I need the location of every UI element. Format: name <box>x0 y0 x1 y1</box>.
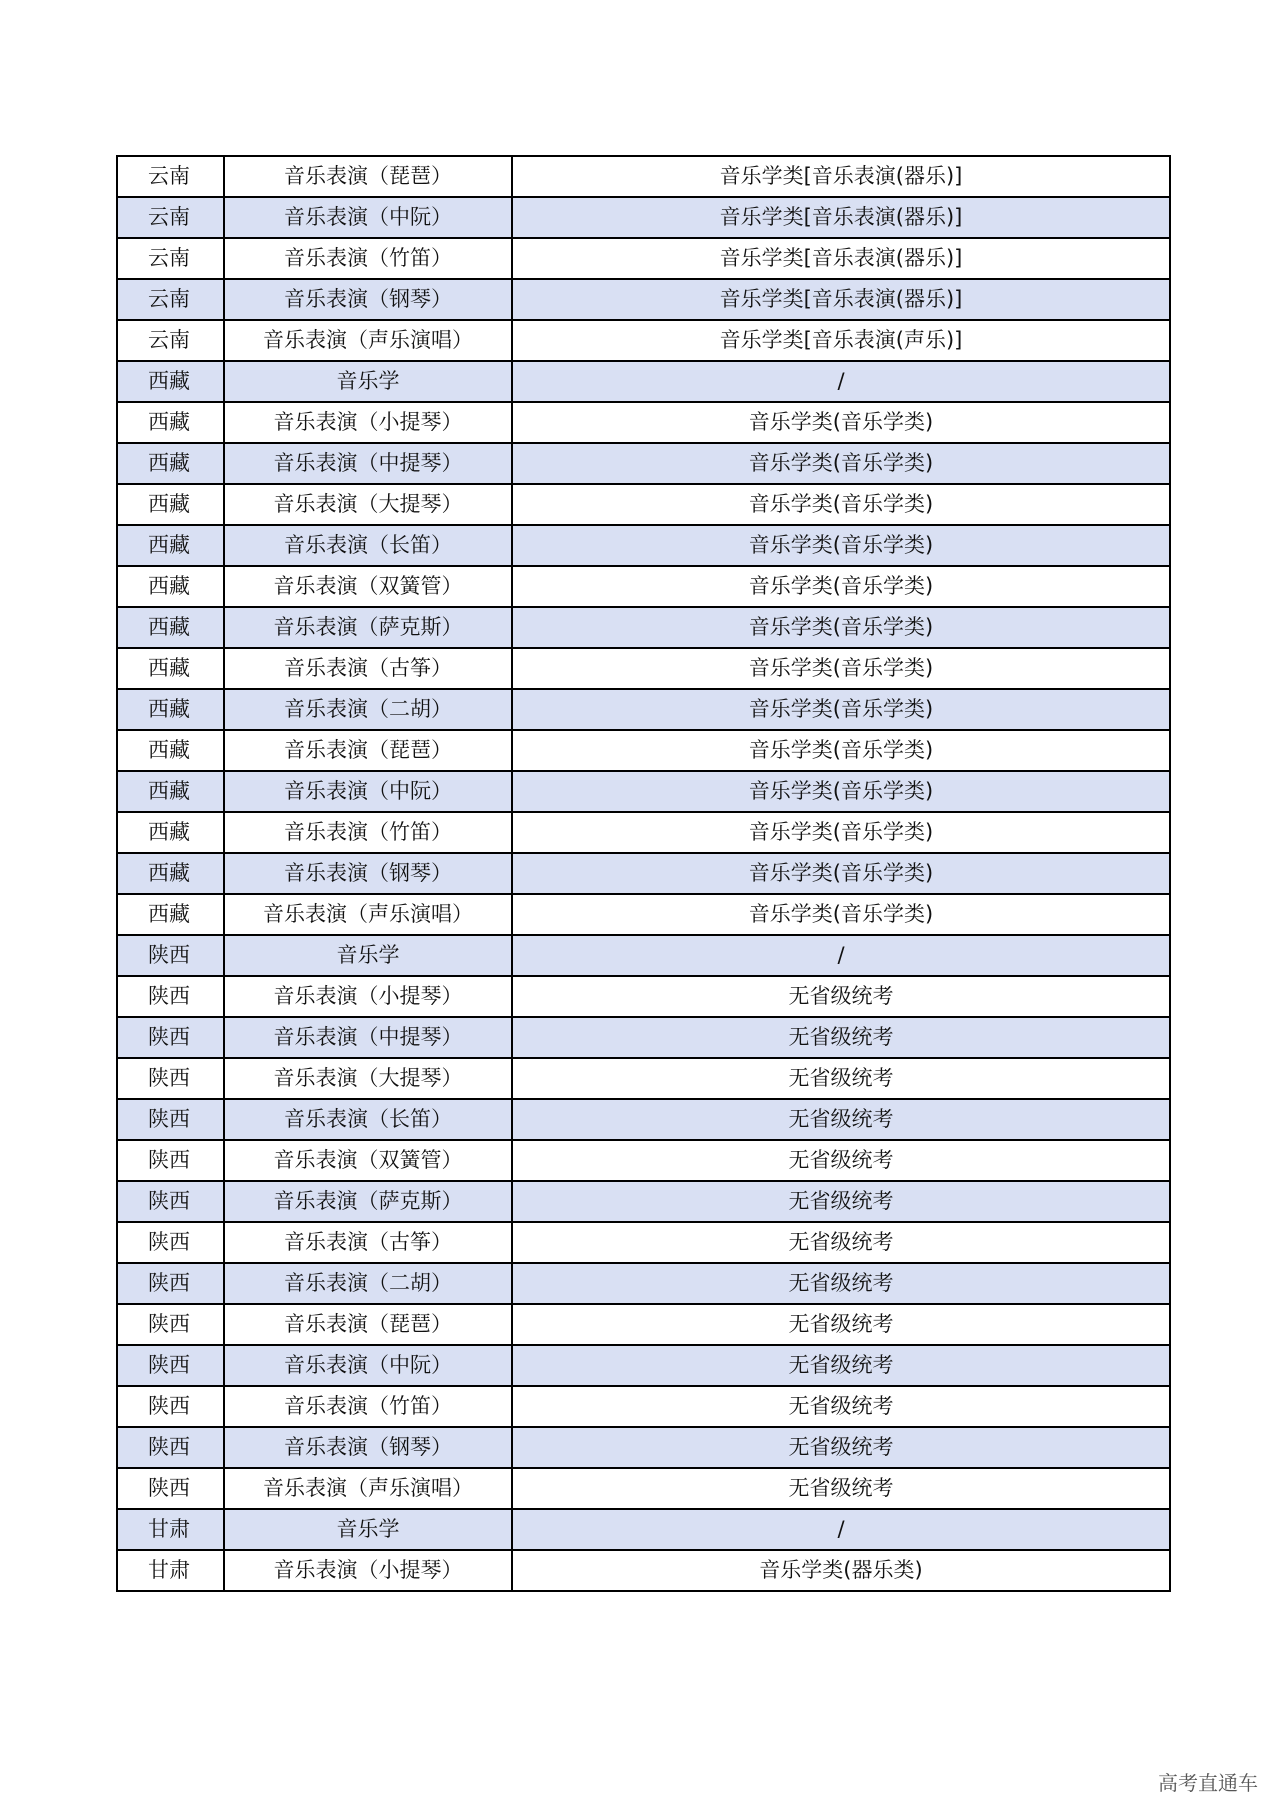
table-row <box>117 607 1170 648</box>
province-cell: 甘肃 <box>117 1509 224 1550</box>
table-row <box>117 402 1170 443</box>
province-cell: 西藏 <box>117 525 224 566</box>
category-cell: 无省级统考 <box>512 1017 1170 1058</box>
province-cell: 云南 <box>117 197 224 238</box>
major-cell: 音乐表演（钢琴） <box>224 853 512 894</box>
province-cell: 西藏 <box>117 812 224 853</box>
province-cell: 陕西 <box>117 1222 224 1263</box>
major-cell: 音乐表演（琵琶） <box>224 1304 512 1345</box>
province-cell: 西藏 <box>117 443 224 484</box>
province-cell: 陕西 <box>117 1181 224 1222</box>
category-cell: 音乐学类(音乐学类) <box>512 484 1170 525</box>
table-row <box>117 320 1170 361</box>
category-cell: 音乐学类[音乐表演(器乐)] <box>512 238 1170 279</box>
province-cell: 陕西 <box>117 1468 224 1509</box>
province-cell: 陕西 <box>117 1386 224 1427</box>
table-row <box>117 1222 1170 1263</box>
category-cell: 音乐学类(音乐学类) <box>512 443 1170 484</box>
table-row <box>117 689 1170 730</box>
table-row <box>117 648 1170 689</box>
category-cell: 无省级统考 <box>512 976 1170 1017</box>
province-cell: 陕西 <box>117 976 224 1017</box>
category-cell: 无省级统考 <box>512 1140 1170 1181</box>
table-row <box>117 894 1170 935</box>
table-row <box>117 1386 1170 1427</box>
province-cell: 陕西 <box>117 1427 224 1468</box>
province-cell: 陕西 <box>117 1099 224 1140</box>
major-cell: 音乐表演（小提琴） <box>224 976 512 1017</box>
province-cell: 陕西 <box>117 1345 224 1386</box>
category-cell: 无省级统考 <box>512 1222 1170 1263</box>
major-cell: 音乐表演（双簧管） <box>224 1140 512 1181</box>
table-row <box>117 279 1170 320</box>
province-cell: 陕西 <box>117 1304 224 1345</box>
province-cell: 西藏 <box>117 484 224 525</box>
province-cell: 西藏 <box>117 771 224 812</box>
category-cell: 音乐学类(音乐学类) <box>512 566 1170 607</box>
province-cell: 云南 <box>117 279 224 320</box>
table-row <box>117 771 1170 812</box>
major-cell: 音乐表演（二胡） <box>224 1263 512 1304</box>
province-cell: 陕西 <box>117 1140 224 1181</box>
major-cell: 音乐表演（长笛） <box>224 525 512 566</box>
province-cell: 西藏 <box>117 361 224 402</box>
province-cell: 陕西 <box>117 1058 224 1099</box>
major-cell: 音乐表演（竹笛） <box>224 812 512 853</box>
table-row <box>117 1058 1170 1099</box>
category-cell: 音乐学类(音乐学类) <box>512 894 1170 935</box>
table-row <box>117 238 1170 279</box>
major-cell: 音乐表演（古筝） <box>224 648 512 689</box>
major-cell: 音乐表演（双簧管） <box>224 566 512 607</box>
table-row <box>117 1304 1170 1345</box>
table-row <box>117 525 1170 566</box>
category-cell: 无省级统考 <box>512 1181 1170 1222</box>
major-cell: 音乐表演（二胡） <box>224 689 512 730</box>
major-cell: 音乐表演（大提琴） <box>224 1058 512 1099</box>
major-cell: 音乐表演（钢琴） <box>224 1427 512 1468</box>
category-cell: / <box>512 361 1170 402</box>
category-cell: 音乐学类(音乐学类) <box>512 689 1170 730</box>
score-table <box>116 155 1171 1592</box>
category-cell: 音乐学类[音乐表演(器乐)] <box>512 156 1170 197</box>
table-row <box>117 1099 1170 1140</box>
province-cell: 陕西 <box>117 1017 224 1058</box>
table-row <box>117 730 1170 771</box>
category-cell: 音乐学类(音乐学类) <box>512 648 1170 689</box>
category-cell: 无省级统考 <box>512 1386 1170 1427</box>
major-cell: 音乐表演（长笛） <box>224 1099 512 1140</box>
category-cell: 无省级统考 <box>512 1058 1170 1099</box>
category-cell: 音乐学类[音乐表演(器乐)] <box>512 279 1170 320</box>
category-cell: / <box>512 935 1170 976</box>
major-cell: 音乐表演（琵琶） <box>224 156 512 197</box>
category-cell: 无省级统考 <box>512 1468 1170 1509</box>
province-cell: 云南 <box>117 320 224 361</box>
province-cell: 西藏 <box>117 607 224 648</box>
major-cell: 音乐学 <box>224 1509 512 1550</box>
score-table-container <box>116 155 1169 1592</box>
category-cell: 无省级统考 <box>512 1427 1170 1468</box>
category-cell: / <box>512 1509 1170 1550</box>
category-cell: 音乐学类(音乐学类) <box>512 607 1170 648</box>
table-row <box>117 976 1170 1017</box>
category-cell: 无省级统考 <box>512 1345 1170 1386</box>
major-cell: 音乐学 <box>224 935 512 976</box>
major-cell: 音乐表演（声乐演唱） <box>224 1468 512 1509</box>
table-row <box>117 1509 1170 1550</box>
province-cell: 西藏 <box>117 730 224 771</box>
category-cell: 音乐学类(音乐学类) <box>512 402 1170 443</box>
table-row <box>117 1427 1170 1468</box>
major-cell: 音乐表演（琵琶） <box>224 730 512 771</box>
category-cell: 音乐学类(音乐学类) <box>512 730 1170 771</box>
table-row <box>117 1263 1170 1304</box>
province-cell: 西藏 <box>117 894 224 935</box>
province-cell: 西藏 <box>117 566 224 607</box>
major-cell: 音乐表演（钢琴） <box>224 279 512 320</box>
province-cell: 西藏 <box>117 853 224 894</box>
major-cell: 音乐表演（竹笛） <box>224 1386 512 1427</box>
major-cell: 音乐表演（中阮） <box>224 197 512 238</box>
province-cell: 西藏 <box>117 402 224 443</box>
province-cell: 陕西 <box>117 1263 224 1304</box>
major-cell: 音乐学 <box>224 361 512 402</box>
major-cell: 音乐表演（中阮） <box>224 771 512 812</box>
category-cell: 音乐学类(音乐学类) <box>512 525 1170 566</box>
table-row <box>117 1345 1170 1386</box>
province-cell: 甘肃 <box>117 1550 224 1591</box>
category-cell: 无省级统考 <box>512 1099 1170 1140</box>
major-cell: 音乐表演（声乐演唱） <box>224 894 512 935</box>
table-row <box>117 197 1170 238</box>
major-cell: 音乐表演（小提琴） <box>224 402 512 443</box>
major-cell: 音乐表演（声乐演唱） <box>224 320 512 361</box>
province-cell: 陕西 <box>117 935 224 976</box>
category-cell: 音乐学类(音乐学类) <box>512 771 1170 812</box>
table-row <box>117 1140 1170 1181</box>
major-cell: 音乐表演（中阮） <box>224 1345 512 1386</box>
table-row <box>117 443 1170 484</box>
category-cell: 无省级统考 <box>512 1304 1170 1345</box>
category-cell: 无省级统考 <box>512 1263 1170 1304</box>
category-cell: 音乐学类(音乐学类) <box>512 812 1170 853</box>
major-cell: 音乐表演（中提琴） <box>224 1017 512 1058</box>
category-cell: 音乐学类[音乐表演(声乐)] <box>512 320 1170 361</box>
category-cell: 音乐学类[音乐表演(器乐)] <box>512 197 1170 238</box>
table-row <box>117 1017 1170 1058</box>
table-row <box>117 566 1170 607</box>
province-cell: 西藏 <box>117 648 224 689</box>
table-row <box>117 484 1170 525</box>
major-cell: 音乐表演（小提琴） <box>224 1550 512 1591</box>
table-body <box>117 156 1170 1591</box>
major-cell: 音乐表演（萨克斯） <box>224 607 512 648</box>
province-cell: 云南 <box>117 156 224 197</box>
major-cell: 音乐表演（大提琴） <box>224 484 512 525</box>
major-cell: 音乐表演（竹笛） <box>224 238 512 279</box>
table-row <box>117 812 1170 853</box>
major-cell: 音乐表演（中提琴） <box>224 443 512 484</box>
province-cell: 云南 <box>117 238 224 279</box>
footer-watermark: 高考直通车 <box>1158 1771 1258 1795</box>
table-row <box>117 156 1170 197</box>
table-row <box>117 1181 1170 1222</box>
table-row <box>117 361 1170 402</box>
major-cell: 音乐表演（古筝） <box>224 1222 512 1263</box>
province-cell: 西藏 <box>117 689 224 730</box>
table-row <box>117 1550 1170 1591</box>
category-cell: 音乐学类(音乐学类) <box>512 853 1170 894</box>
major-cell: 音乐表演（萨克斯） <box>224 1181 512 1222</box>
category-cell: 音乐学类(器乐类) <box>512 1550 1170 1591</box>
table-row <box>117 935 1170 976</box>
table-row <box>117 1468 1170 1509</box>
table-row <box>117 853 1170 894</box>
